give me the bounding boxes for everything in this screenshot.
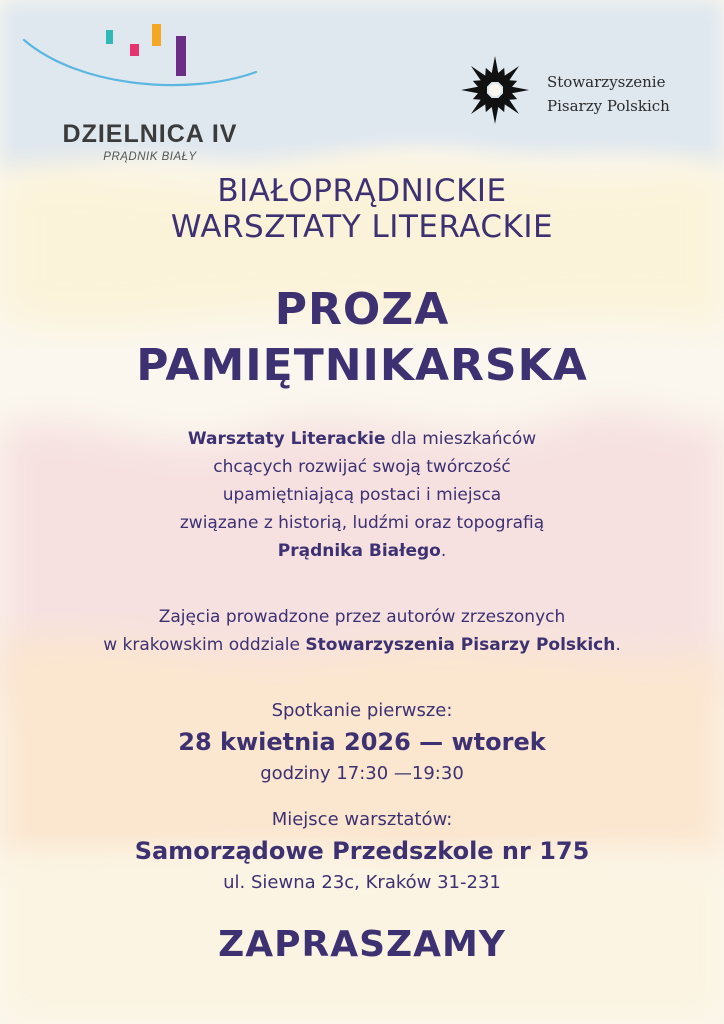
workshop-topic-title [0,282,724,394]
workshop-topic-line1: PROZA [274,284,450,335]
description-end-dot: . [440,541,447,561]
meeting-date: 28 kwietnia 2026 — wtorek [178,728,546,756]
venue-info [40,806,684,898]
dzielnica-title: DZIELNICA IV [62,120,238,148]
organizers-line2 [40,631,684,659]
spp-name-line2: Pisarzy Polskich [547,97,670,115]
organizers-line1: Zajęcia prowadzone przez autorów zrzeszonych [158,607,566,627]
dzielnica-subtitle: PRĄDNIK BIAŁY [103,151,197,163]
meeting-info [40,697,684,789]
workshop-description [80,425,644,565]
workshop-topic-line2: PAMIĘTNIKARSKA [136,340,588,391]
dzielnica-logo [20,18,260,163]
event-series-title-line1: BIAŁOPRĄDNICKIE [217,173,507,209]
invitation-cta: ZAPRASZAMY [218,924,506,965]
organizers-info [40,603,684,659]
description-line3: upamiętniającą postaci i miejsca [222,485,502,505]
spp-star-icon [455,50,535,130]
spp-name-line1: Stowarzyszenie [547,73,666,91]
organizers-bold-org: Stowarzyszenia Pisarzy Polskich [305,635,616,655]
description-bold-place: Prądnika Białego [277,541,441,561]
dzielnica-emblem-icon [20,18,260,118]
event-series-title-line2: WARSZTATY LITERACKIE [170,209,554,245]
description-line2: chcących rozwijać swoją twórczość [213,457,511,477]
venue-label: Miejsce warsztatów: [271,809,453,830]
description-bold-lead: Warsztaty Literackie [187,429,386,449]
event-series-title [0,173,724,245]
meeting-hours: godziny 17:30 —19:30 [260,763,464,784]
spp-name [547,70,707,118]
description-line5 [80,537,644,565]
meeting-label: Spotkanie pierwsze: [271,700,453,721]
description-line1 [80,425,644,453]
venue-address: ul. Siewna 23c, Kraków 31-231 [223,872,501,893]
venue-name: Samorządowe Przedszkole nr 175 [134,837,590,865]
organizers-prefix: w krakowskim oddziale [103,635,306,655]
organizers-end-dot: . [615,635,621,655]
description-text1: dla mieszkańców [385,429,537,449]
spp-logo [455,50,705,130]
description-line4: związane z historią, ludźmi oraz topografią [179,513,545,533]
